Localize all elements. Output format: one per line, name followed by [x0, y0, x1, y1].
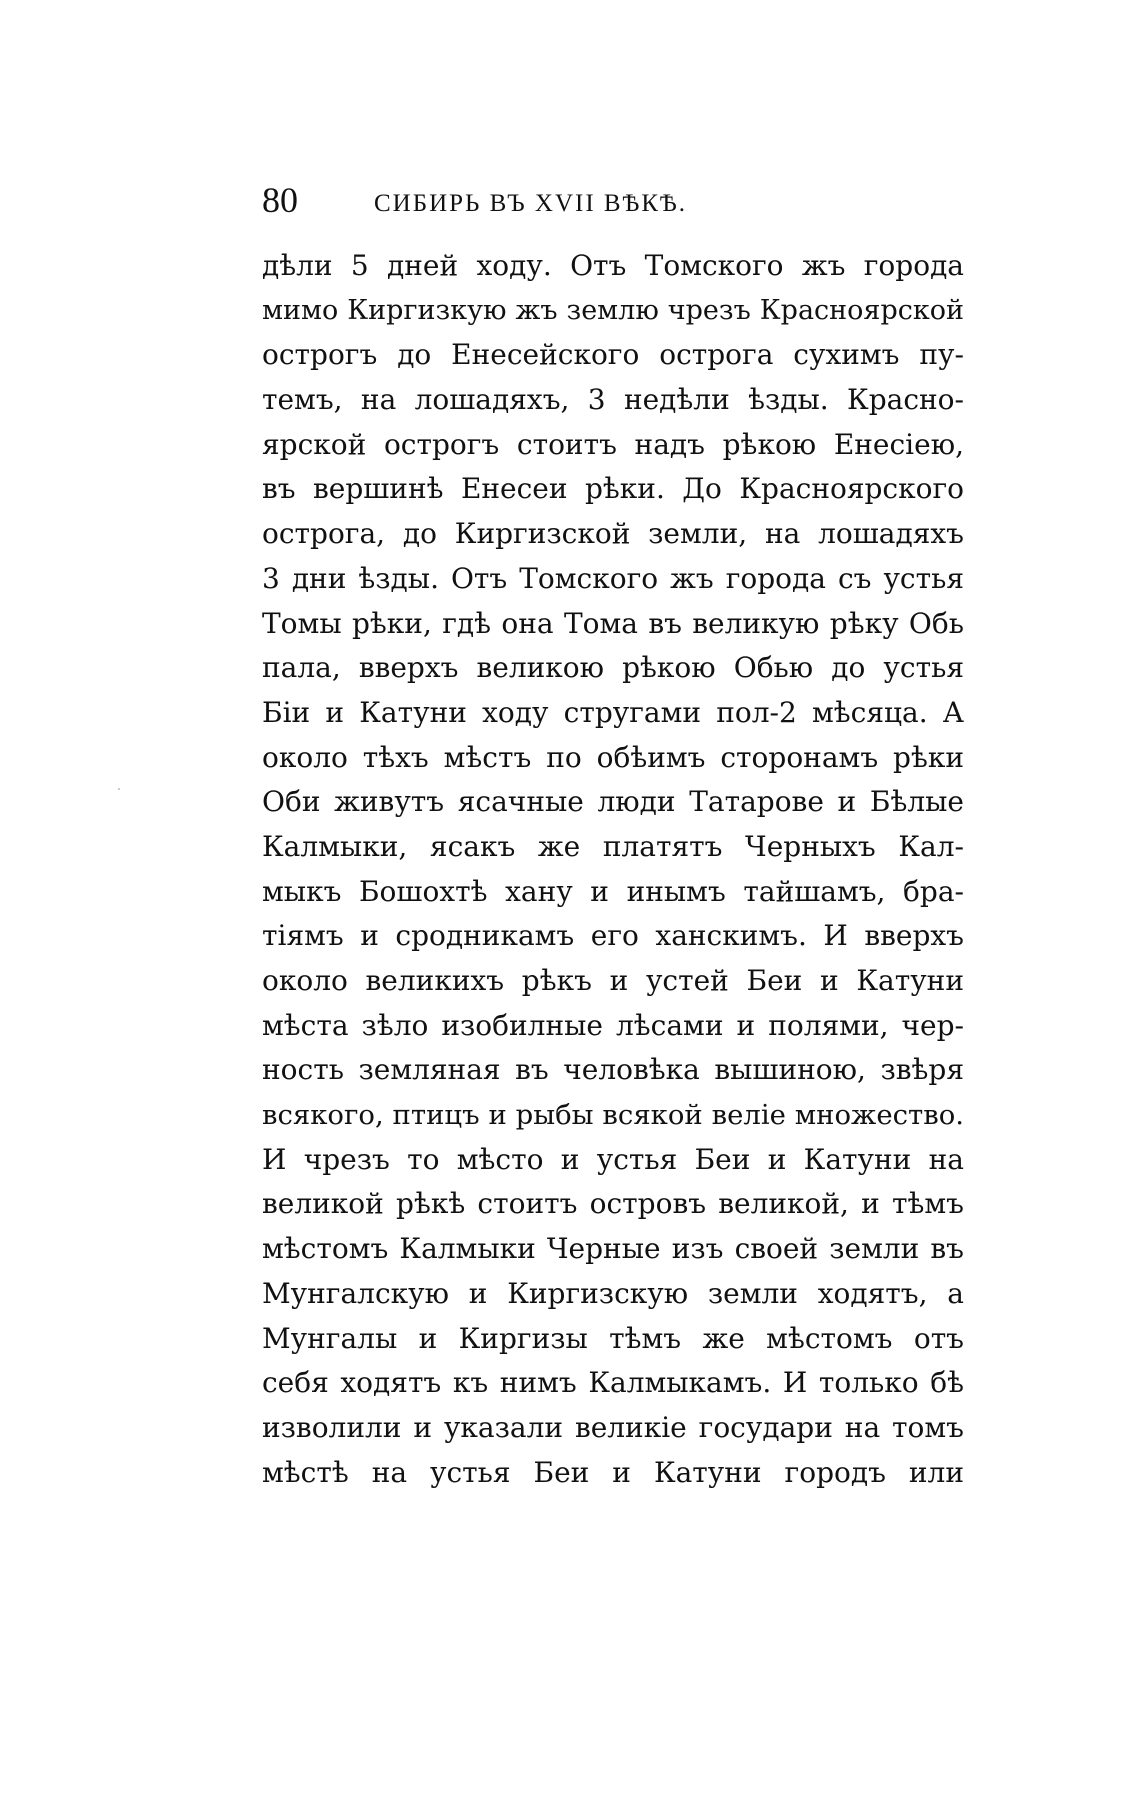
margin-speck: [118, 788, 120, 790]
text-line: себя ходятъ къ нимъ Калмыкамъ. И только бѣ: [262, 1366, 964, 1400]
text-line: мыкъ Бошохтѣ хану и инымъ тайшамъ, бра-: [262, 874, 964, 908]
text-line: мимо Киргизкую жъ землю чрезъ Красноярской: [262, 294, 964, 326]
text-line: темъ, на лошадяхъ, 3 недѣли ѣзды. Красно-: [262, 383, 964, 417]
text-line: Мунгалы и Киргизы тѣмъ же мѣстомъ отъ: [262, 1321, 964, 1355]
text-line: острогъ до Енесейского острога сухимъ пу-: [262, 338, 964, 372]
text-line: всякого, птицъ и рыбы всякой веліе множество.: [262, 1099, 964, 1132]
text-line: И чрезъ то мѣсто и устья Беи и Катуни на: [262, 1142, 964, 1176]
text-line: изволили и указали великіе государи на томъ: [262, 1410, 964, 1444]
text-line: Томы рѣки, гдѣ она Тома въ великую рѣку Обь: [262, 606, 964, 640]
text-line: тіямъ и сродникамъ его ханскимъ. И вверхъ: [262, 919, 964, 953]
text-line: въ вершинѣ Енесеи рѣки. До Красноярского: [262, 472, 964, 506]
running-title: СИБИРЬ ВЪ XVII ВѢКѢ.: [374, 190, 688, 217]
text-line: мѣстѣ на устья Беи и Катуни городъ или: [262, 1455, 964, 1489]
text-line: Мунгалскую и Киргизскую земли ходятъ, а: [262, 1276, 964, 1310]
text-line: великой рѣкѣ стоитъ островъ великой, и тѣмъ: [262, 1187, 964, 1221]
text-line: Оби живутъ ясачные люди Татарове и Бѣлые: [262, 785, 964, 819]
text-line: 3 дни ѣзды. Отъ Томского жъ города съ устья: [262, 561, 964, 595]
body-text: [262, 244, 964, 1495]
page-number: 80: [262, 180, 298, 220]
text-line: около великихъ рѣкъ и устей Беи и Катуни: [262, 964, 964, 997]
text-line: ярской острогъ стоитъ надъ рѣкою Енесіею,: [262, 427, 964, 461]
text-line: пала, вверхъ великою рѣкою Обью до устья: [262, 651, 964, 685]
text-line: дѣли 5 дней ходу. Отъ Томского жъ города: [262, 249, 964, 282]
running-head: [262, 178, 964, 222]
text-line: мѣста зѣло изобилные лѣсами и полями, чер-: [262, 1008, 964, 1042]
text-line: мѣстомъ Калмыки Черные изъ своей земли въ: [262, 1232, 964, 1266]
text-line: ность земляная въ человѣка вышиною, звѣря: [262, 1053, 964, 1087]
text-line: Біи и Катуни ходу стругами пол-2 мѣсяца. А: [262, 695, 964, 729]
text-line: острога, до Киргизской земли, на лошадяхъ: [262, 517, 964, 551]
text-line: Калмыки, ясакъ же платятъ Черныхъ Кал-: [262, 829, 964, 863]
text-line: около тѣхъ мѣстъ по обѣимъ сторонамъ рѣки: [262, 740, 964, 774]
